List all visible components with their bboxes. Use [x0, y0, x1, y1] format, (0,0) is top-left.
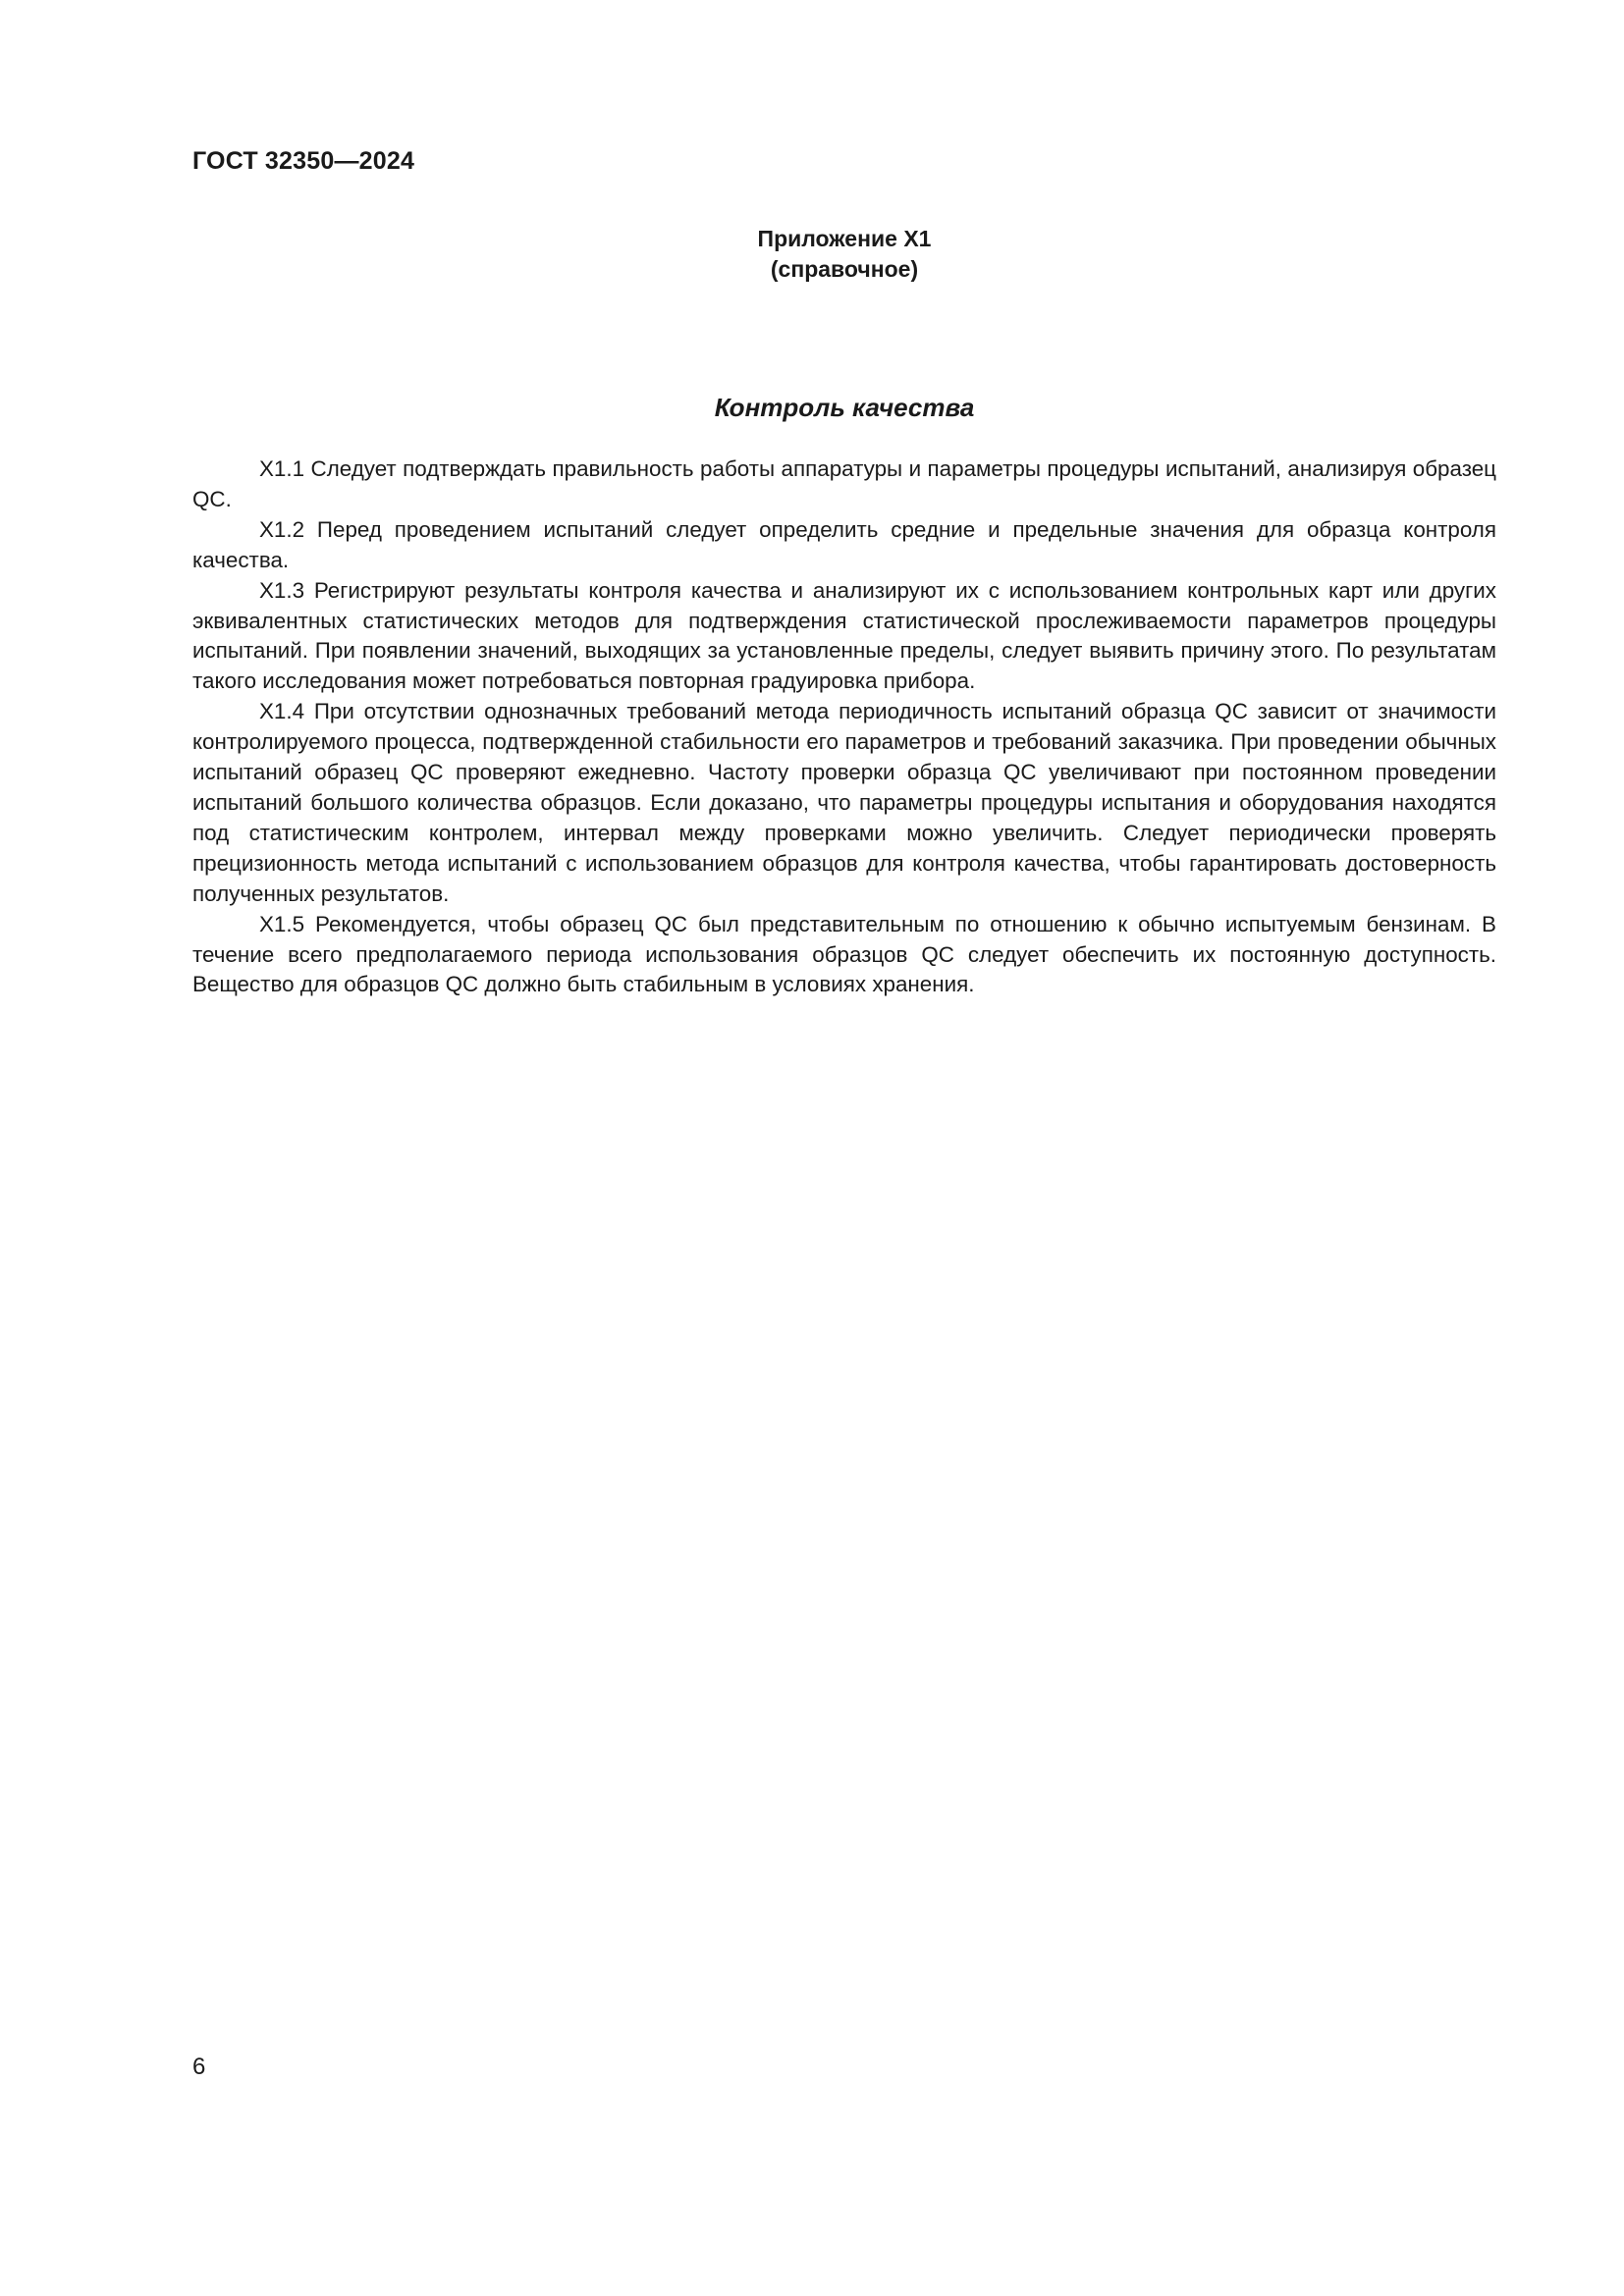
appendix-heading	[192, 224, 1496, 285]
page-number: 6	[192, 2054, 206, 2080]
document-code: ГОСТ 32350—2024	[192, 147, 415, 175]
section-title: Контроль качества	[714, 393, 975, 422]
body-text	[192, 454, 1496, 1000]
paragraph-x1-1: Х1.1 Следует подтверждать правильность работы аппаратуры и параметры процедуры испытаний, анализируя образец QC.	[192, 456, 1496, 511]
paragraph-x1-2: Х1.2 Перед проведением испытаний следует определить средние и предельные значения для образца контроля качества.	[192, 516, 1496, 572]
appendix-title: Приложение Х1	[757, 226, 932, 251]
paragraph-x1-4: Х1.4 При отсутствии однозначных требований метода периодичность испытаний образца QC зависит от значимости контролируемого процесса, подтвержденной стабильности его параметров и требований заказчика. При проведении обычных испытаний образец QC проверяют ежедневно. Частоту проверки образца QC увеличивают при постоянном проведении испытаний большого количества образцов. Если доказано, что параметры процедуры испытания и оборудования находятся под статистическим контролем, интервал между проверками можно увеличить. Следует периодически проверять прецизионность метода испытаний с использованием образцов для контроля качества, чтобы гарантировать достоверность полученных результатов.	[192, 699, 1496, 906]
paragraph-x1-3: Х1.3 Регистрируют результаты контроля качества и анализируют их с использованием контрольных карт или других эквивалентных статистических методов для подтверждения статистической прослеживаемости параметров процедуры испытаний. При появлении значений, выходящих за установленные пределы, следует выявить причину этого. По результатам такого исследования может потребоваться повторная градуировка прибора.	[192, 577, 1496, 694]
appendix-type: (справочное)	[770, 256, 919, 282]
paragraph-x1-5: Х1.5 Рекомендуется, чтобы образец QC был представительным по отношению к обычно испытуемым бензинам. В течение всего предполагаемого периода использования образцов QC следует обеспечить их постоянную доступность. Вещество для образцов QC должно быть стабильным в условиях хранения.	[192, 911, 1496, 997]
